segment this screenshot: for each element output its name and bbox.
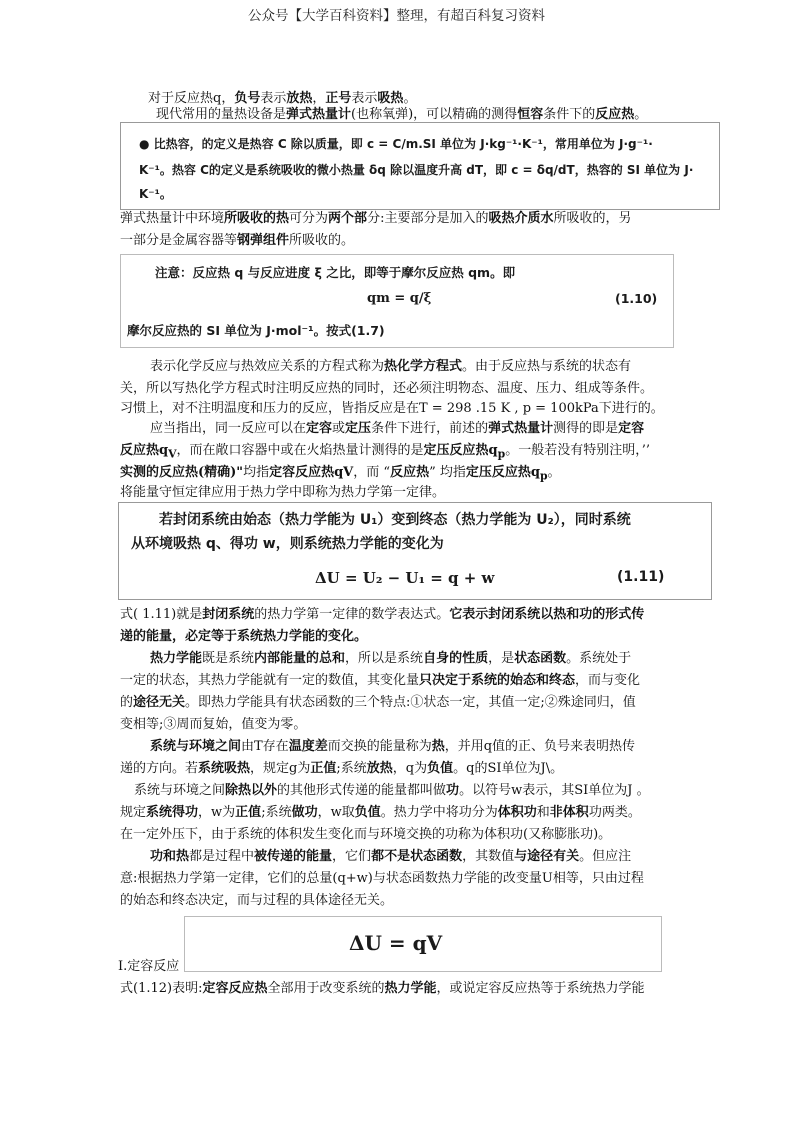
text: 内部能量的总和	[254, 651, 346, 666]
excerpt-box-first-law	[118, 502, 712, 600]
paragraph-thermochemical-eq-line1	[150, 356, 631, 378]
text: ，所以是系统	[345, 651, 424, 666]
text: 。系统处于	[566, 651, 632, 666]
paragraph-work-heat-path-line1	[150, 846, 631, 868]
paragraph-calorimeter-heat-line2	[120, 230, 354, 252]
paragraph-work-definition-line2	[120, 802, 641, 824]
text: 恒容	[517, 107, 544, 122]
paragraph-first-law-meaning-line1	[120, 604, 644, 626]
text: 放热	[286, 91, 313, 106]
text: 表示化学反应与热效应关系的方程式称为	[150, 359, 385, 374]
text: 分:主要部分是加入的	[367, 211, 489, 226]
equation-number: (1.10)	[615, 291, 658, 306]
formula-first-law: ΔU = U₂ − U₁ = q + w	[315, 569, 495, 587]
text: 所吸收的。	[289, 233, 355, 248]
text: 式( 1.11)就是	[120, 607, 203, 622]
excerpt-box-molar-reaction-heat	[120, 254, 674, 348]
paragraph-heat-definition-line1	[150, 736, 635, 758]
text: 系统与环境之间	[150, 739, 242, 754]
text: 温度差	[288, 739, 328, 754]
text: 系统与环境之间	[134, 783, 226, 798]
text: 一定的状态，其热力学能就有一定的数值，其变化量	[120, 673, 420, 688]
text: 既是系统	[202, 651, 255, 666]
text: 测得的即是	[553, 421, 619, 436]
text: 。	[634, 107, 648, 122]
text: 定容反应热	[202, 981, 268, 996]
text: 定容反应热qV	[269, 465, 354, 480]
text: 被传递的能量	[254, 849, 333, 864]
text: 弹式热量计中环境	[120, 211, 225, 226]
text: 弹式热量计	[286, 107, 352, 122]
box-text-line: K⁻¹。热容 C的定义是系统吸收的微小热量 δq 除以温度升高 dT，即 c = δq/dT，热容的 SI 单位为 J·	[139, 163, 694, 177]
text: 定压反应热q	[423, 443, 498, 458]
paragraph-thermochemical-eq-line2: 关，所以写热化学方程式时注明反应热的同时，还必须注明物态、温度、压力、组成等条件。	[120, 381, 654, 396]
text: ” 均指	[429, 465, 466, 480]
text: 。即热力学能具有状态函数的三个特点:①状态一定，其值一定;②殊途同归，值	[185, 695, 636, 710]
text: ，w取	[317, 805, 355, 820]
text: 反应热q	[120, 443, 169, 458]
text: 一部分是金属容器等	[120, 233, 238, 248]
text: 由T存在	[241, 739, 289, 754]
paragraph-internal-energy-line2	[120, 670, 640, 692]
text: ;系统	[336, 761, 367, 776]
text: 实测的反应热(精确)"	[120, 465, 244, 480]
text: 两个部	[328, 211, 368, 226]
page-header: 公众号【大学百科资料】整理，有超百科复习资料	[248, 8, 545, 24]
text: 式(1.12)表明:	[120, 981, 203, 996]
formula-molar-heat: qm = q/ξ	[367, 291, 432, 306]
text: 或	[332, 421, 346, 436]
text: 定容	[618, 421, 645, 436]
text: 与途径有关	[514, 849, 580, 864]
paragraph-internal-energy-line3	[120, 692, 636, 714]
text: 吸热介质水	[488, 211, 554, 226]
paragraph-heat-definition-line2	[120, 758, 563, 780]
text: ，规定g为	[250, 761, 311, 776]
paragraph-constant-volume-line1	[150, 418, 644, 440]
text: ，或说定容反应热等于系统热力学能	[436, 981, 645, 996]
text: 。	[403, 91, 417, 106]
text: ，并用q值的正、负号来表明热传	[444, 739, 636, 754]
text: 弹式热量计	[488, 421, 554, 436]
text: 负值	[354, 805, 381, 820]
text: ，其数值	[462, 849, 515, 864]
text: 做功	[291, 805, 318, 820]
text: 负号	[234, 91, 261, 106]
text: ，而 “	[353, 465, 391, 480]
text: 非体积	[549, 805, 589, 820]
text: 反应热	[390, 465, 430, 480]
text: 只决定于系统的始态和终态	[419, 673, 576, 688]
text: p	[497, 447, 506, 461]
text: 正号	[325, 91, 352, 106]
text: 表示	[351, 91, 378, 106]
text: 吸热	[377, 91, 404, 106]
text: 的其他形式传递的能量都叫做	[277, 783, 447, 798]
box-text-line: ● 比热容，的定义是热容 C 除以质量，即 c = C/m.SI 单位为 J·kg⁻¹·K⁻¹，常用单位为 J·g⁻¹·	[139, 137, 653, 151]
text: 和	[536, 805, 550, 820]
text: 定压反应热q	[465, 465, 540, 480]
text: 系统得功	[146, 805, 199, 820]
paragraph-internal-energy-line4: 变相等;③周而复始，值变为零。	[120, 717, 307, 732]
box-text-line: 摩尔反应热的 SI 单位为 J·mol⁻¹。按式(1.7)	[127, 323, 385, 338]
text: ，	[312, 91, 326, 106]
text: 。一般若没有特别注明，’’	[505, 443, 650, 458]
text: ，是	[488, 651, 515, 666]
section-label-isochoric: I.定容反应	[118, 959, 180, 974]
text: 途径无关	[133, 695, 186, 710]
box-text-line: 若封闭系统由始态（热力学能为 U₁）变到终态（热力学能为 U₂），同时系统	[159, 512, 631, 528]
text: 。热力学中将功分为	[380, 805, 498, 820]
text: 都不是状态函数	[371, 849, 463, 864]
text: 定容	[306, 421, 333, 436]
text: 热力学能	[150, 651, 203, 666]
box-text-line: 从环境吸热 q、得功 w，则系统热力学能的变化为	[131, 536, 444, 552]
text: 定压	[345, 421, 372, 436]
excerpt-box-heat-capacity	[120, 122, 720, 210]
paragraph-internal-energy-line1	[150, 648, 631, 670]
text: 正值	[235, 805, 262, 820]
text: 现代常用的量热设备是	[156, 107, 287, 122]
text: 。	[547, 465, 561, 480]
text: 。由于反应热与系统的状态有	[462, 359, 632, 374]
text: 的热力学第一定律的数学表达式。	[254, 607, 450, 622]
text: 功和热	[150, 849, 190, 864]
paragraph-work-definition-line1	[134, 780, 650, 802]
text: 系统吸热	[198, 761, 251, 776]
text: 功两类。	[588, 805, 641, 820]
text: 而交换的能量称为	[327, 739, 432, 754]
text: 都是过程中	[189, 849, 255, 864]
text: 条件下进行，前述的	[371, 421, 489, 436]
text: 封闭系统	[202, 607, 255, 622]
text: ;系统	[261, 805, 292, 820]
text: 递的方向。若	[120, 761, 199, 776]
text: 所吸收的热	[224, 211, 290, 226]
text: 除热以外	[225, 783, 278, 798]
text: 热	[431, 739, 445, 754]
text: 体积功	[497, 805, 537, 820]
paragraph-work-heat-path-line2: 意:根据热力学第一定律，它们的总量(q+w)与状态函数热力学能的改变量U相等，只由过程	[120, 871, 644, 886]
equation-number: (1.11)	[617, 569, 665, 585]
excerpt-box-isochoric-formula	[184, 916, 662, 972]
text: (也称氧弹)，可以精确的测得	[351, 107, 518, 122]
text: 表示	[260, 91, 287, 106]
paragraph-isochoric-heat	[120, 978, 645, 1000]
text: 。以符号w表示，其SI单位为J 。	[459, 783, 650, 798]
text: 热力学能	[384, 981, 437, 996]
text: 它表示封闭系统以热和功的形式传	[449, 607, 645, 622]
paragraph-calorimeter-heat-line1	[120, 208, 631, 230]
text: 功	[446, 783, 460, 798]
text: ，而在敞口容器中或在火焰热量计测得的是	[176, 443, 424, 458]
text: ，q为	[392, 761, 428, 776]
text: 条件下的	[543, 107, 596, 122]
formula-isochoric: ΔU = qV	[349, 931, 443, 955]
text: p	[539, 469, 548, 483]
text: 。但应注	[579, 849, 632, 864]
text: 均指	[243, 465, 270, 480]
text: 状态函数	[514, 651, 567, 666]
text: V	[168, 447, 177, 461]
text: 的	[120, 695, 134, 710]
text: 所吸收的，另	[553, 211, 632, 226]
paragraph-first-law-meaning-line2: 递的能量，必定等于系统热力学能的变化。	[120, 629, 368, 644]
paragraph-work-heat-path-line3: 的始态和终态决定，而与过程的具体途径无关。	[120, 893, 394, 908]
text: 反应热	[595, 107, 635, 122]
text: ，而与变化	[575, 673, 641, 688]
text: 自身的性质	[423, 651, 489, 666]
text: ，它们	[332, 849, 372, 864]
text: 放热	[366, 761, 393, 776]
paragraph-work-definition-line3: 在一定外压下，由于系统的体积发生变化而与环境交换的功称为体积功(又称膨胀功)。	[120, 827, 612, 842]
text: ，w为	[198, 805, 236, 820]
text: 对于反应热q，	[148, 91, 235, 106]
text: 规定	[120, 805, 147, 820]
paragraph-first-law-intro: 将能量守恒定律应用于热力学中即称为热力学第一定律。	[120, 485, 446, 500]
text: 应当指出，同一反应可以在	[150, 421, 307, 436]
text: 负值	[427, 761, 454, 776]
text: 正值	[310, 761, 337, 776]
text: 可分为	[289, 211, 329, 226]
text: 钢弹组件	[237, 233, 290, 248]
box-text-line: 注意：反应热 q 与反应进度 ξ 之比，即等于摩尔反应热 qm。即	[155, 265, 516, 280]
text: 全部用于改变系统的	[267, 981, 385, 996]
box-text-line: K⁻¹。	[139, 187, 172, 201]
text: 热化学方程式	[384, 359, 463, 374]
paragraph-thermochemical-eq-line3: 习惯上，对不注明温度和压力的反应，皆指反应是在T = 298 .15 K , p = 100kPa下进行的。	[120, 401, 664, 416]
text: 。q的SI单位为J\。	[453, 761, 564, 776]
